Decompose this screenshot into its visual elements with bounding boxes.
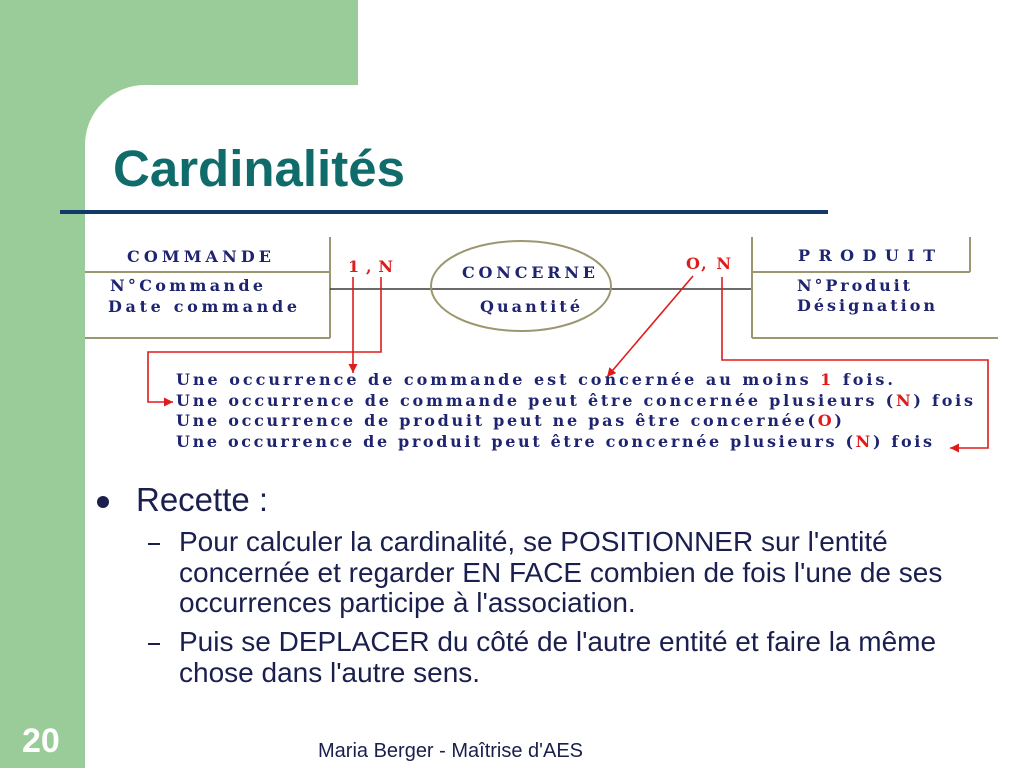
slide-footer: Maria Berger - Maîtrise d'AES bbox=[318, 740, 584, 762]
sub-bullet-text: Puis se DEPLACER du côté de l'autre entité et faire la même chose dans l'autre sens. bbox=[179, 626, 937, 688]
entity-commande bbox=[85, 237, 330, 338]
sub-bullet-list bbox=[179, 527, 979, 688]
statement-cardinality: N bbox=[895, 391, 911, 410]
association-attribute: Quantité bbox=[480, 297, 580, 316]
sub-bullet-item bbox=[179, 527, 979, 619]
statement-cardinality: O bbox=[817, 411, 832, 430]
statement-text: Une occurrence de commande est concernée au moins bbox=[176, 370, 818, 389]
entity-commande-name: COMMANDE bbox=[127, 247, 271, 266]
title-underline bbox=[60, 210, 828, 214]
statement-text: fois. bbox=[834, 370, 894, 389]
association-concerne bbox=[431, 241, 611, 331]
arrow-min-produit bbox=[607, 276, 693, 377]
statement-line bbox=[176, 432, 932, 451]
statement-line bbox=[176, 411, 842, 430]
sub-bullet-text: Pour calculer la cardinalité, se POSITIONNER sur l'entité concernée et regarder EN FACE combien de fois l'une de ses occurrences participe à l'association. bbox=[179, 526, 943, 618]
entity-commande-attribute: N°Commande bbox=[110, 276, 263, 295]
statement-text: Une occurrence de commande peut être concernée plusieurs ( bbox=[176, 391, 894, 410]
statement-line bbox=[176, 391, 973, 410]
statement-cardinality: 1 bbox=[820, 370, 832, 389]
entity-commande-attribute: Date commande bbox=[108, 297, 297, 316]
statement-text: ) bbox=[834, 411, 842, 430]
entity-produit bbox=[752, 237, 998, 338]
slide-title: Cardinalités bbox=[113, 140, 405, 197]
statement-text: ) fois bbox=[913, 391, 973, 410]
dash-bullet-icon bbox=[148, 643, 160, 645]
statement-cardinality: N bbox=[855, 432, 871, 451]
sub-bullet-item bbox=[179, 627, 979, 688]
bullet-icon bbox=[97, 496, 109, 508]
statement-text: Une occurrence de produit peut être concernée plusieurs ( bbox=[176, 432, 854, 451]
entity-produit-attribute: Désignation bbox=[797, 296, 935, 315]
statement-line bbox=[176, 370, 893, 389]
statement-text: ) fois bbox=[872, 432, 932, 451]
mcd-diagram bbox=[85, 236, 1002, 462]
bullet-heading: Recette : bbox=[136, 481, 269, 518]
cardinality-produit: O, N bbox=[686, 254, 731, 273]
page-number: 20 bbox=[22, 722, 60, 760]
entity-produit-name: PRODUIT bbox=[798, 246, 935, 265]
statement-text: Une occurrence de produit peut ne pas être concernée( bbox=[176, 411, 816, 430]
association-ellipse bbox=[431, 241, 611, 331]
entity-produit-attribute: N°Produit bbox=[797, 276, 910, 295]
dash-bullet-icon bbox=[148, 543, 160, 545]
cardinality-commande: 1 , N bbox=[348, 257, 393, 276]
association-name: CONCERNE bbox=[462, 263, 595, 282]
